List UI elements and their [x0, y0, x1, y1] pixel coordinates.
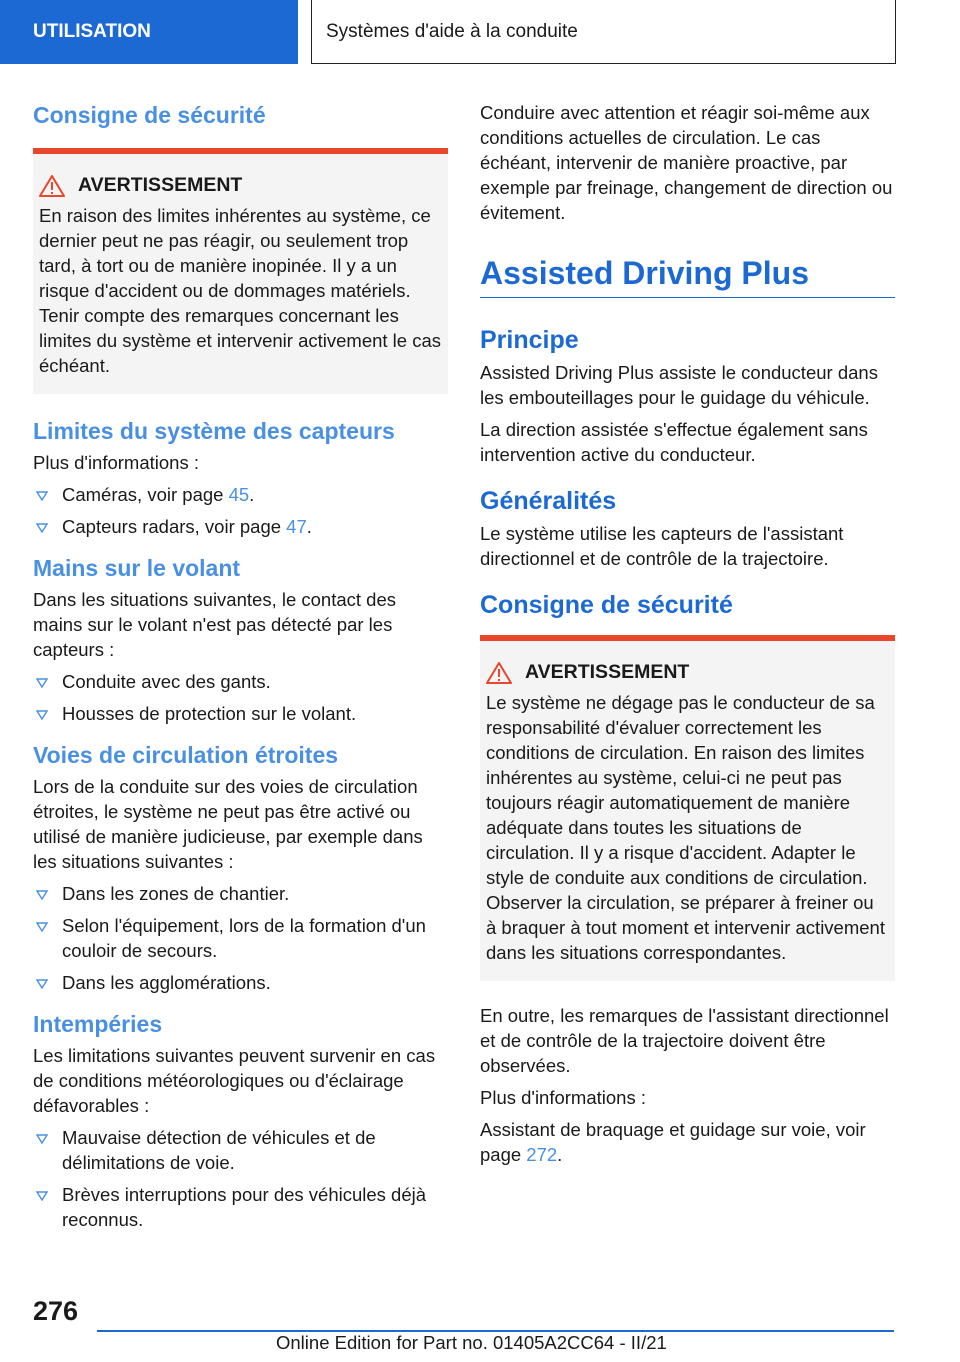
bullet-triangle-icon	[36, 523, 48, 533]
right-column	[480, 100, 895, 1174]
bullet-triangle-icon	[36, 491, 48, 501]
warning-title	[39, 174, 442, 197]
warning-label: AVERTISSEMENT	[525, 661, 690, 683]
bullet-triangle-icon	[36, 1134, 48, 1144]
page-link-45[interactable]: 45	[228, 484, 250, 505]
left-column	[33, 100, 448, 1242]
list-item: Conduite avec des gants.	[33, 669, 448, 694]
principle-heading: Principe	[480, 326, 579, 354]
bullet-triangle-icon	[36, 710, 48, 720]
lanes-text: Lors de la conduite sur des voies de circulation étroites, le système ne peut pas être activé ou utilisé de manière judicieuse, par exemple dans les situations suivantes :	[33, 776, 423, 872]
sensors-heading: Limites du système des capteurs	[33, 418, 395, 444]
weather-text: Les limitations suivantes peuvent survenir en cas de conditions météorologiques ou d'éclairage défavorables :	[33, 1045, 436, 1116]
hands-heading: Mains sur le volant	[33, 555, 241, 581]
section-label: UTILISATION	[33, 21, 151, 42]
page-link-272[interactable]: 272	[526, 1144, 558, 1165]
list-item: Dans les agglomérations.	[33, 970, 448, 995]
warning-title	[486, 661, 889, 684]
lanes-heading: Voies de circulation étroites	[33, 742, 339, 768]
safety-heading-left: Consigne de sécurité	[33, 102, 266, 128]
sensors-intro: Plus d'informations :	[33, 452, 199, 473]
warning-box	[480, 635, 895, 981]
main-heading: Assisted Driving Plus	[480, 253, 895, 298]
chapter-header	[311, 0, 896, 64]
general-heading: Généralités	[480, 487, 617, 515]
list-item: Housses de protection sur le volant.	[33, 701, 448, 726]
list-item: Selon l'équipement, lors de la formation d'un couloir de secours.	[33, 913, 448, 963]
hands-text: Dans les situations suivantes, le contact des mains sur le volant n'est pas détecté par les capteurs :	[33, 589, 396, 660]
intro-text: Conduire avec attention et réagir soi-même aux conditions actuelles de circulation. Le cas échéant, intervenir de manière proactive, par exemple par freinage, changement de direction ou évitement.	[480, 102, 893, 223]
chapter-label: Systèmes d'aide à la conduite	[326, 20, 578, 42]
list-item: Brèves interruptions pour des véhicules déjà reconnus.	[33, 1182, 448, 1232]
warning-icon	[486, 662, 512, 684]
warning-text: Le système ne dégage pas le conducteur de sa responsabilité d'évaluer correctement les conditions de circulation. En raison des limites inhérentes au système, celui-ci ne peut pas toujours réagir automatiquement de manière adéquate dans toutes les situations de circulation. Il y a risque d'accident. Adapter le style de conduite aux conditions de circulation. Observer la circulation, se préparer à freiner ou à braquer à tout moment et intervenir activement dans les situations correspondantes.	[486, 692, 885, 963]
bullet-triangle-icon	[36, 1191, 48, 1201]
page-number: 276	[33, 1296, 79, 1326]
list-item: Capteurs radars, voir page 47.	[33, 514, 448, 539]
list-item: Dans les zones de chantier.	[33, 881, 448, 906]
general-text: Le système utilise les capteurs de l'assistant directionnel et de contrôle de la trajectoire.	[480, 523, 844, 569]
lanes-list	[33, 881, 448, 995]
after-text-1: En outre, les remarques de l'assistant directionnel et de contrôle de la trajectoire doivent être observées.	[480, 1005, 889, 1076]
bullet-triangle-icon	[36, 890, 48, 900]
after-text-3: Assistant de braquage et guidage sur voie, voir page 272.	[480, 1119, 866, 1165]
edition-footer: Online Edition for Part no. 01405A2CC64 - II/21	[276, 1332, 667, 1353]
page-link-47[interactable]: 47	[286, 516, 307, 537]
bullet-triangle-icon	[36, 979, 48, 989]
warning-icon	[39, 175, 65, 197]
list-item: Mauvaise détection de véhicules et de délimitations de voie.	[33, 1125, 448, 1175]
principle-text-2: La direction assistée s'effectue également sans intervention active du conducteur.	[480, 419, 868, 465]
bullet-triangle-icon	[36, 678, 48, 688]
list-item: Caméras, voir page 45.	[33, 482, 448, 507]
hands-list	[33, 669, 448, 726]
weather-heading: Intempéries	[33, 1011, 163, 1037]
safety-heading-right: Consigne de sécurité	[480, 591, 733, 619]
section-tab[interactable]	[0, 0, 298, 64]
principle-text-1: Assisted Driving Plus assiste le conducteur dans les embouteillages pour le guidage du véhicule.	[480, 362, 878, 408]
bullet-triangle-icon	[36, 922, 48, 932]
sensors-list	[33, 482, 448, 539]
warning-label: AVERTISSEMENT	[78, 174, 243, 196]
weather-list	[33, 1125, 448, 1232]
warning-box	[33, 148, 448, 394]
after-text-2: Plus d'informations :	[480, 1087, 646, 1108]
warning-text: En raison des limites inhérentes au système, ce dernier peut ne pas réagir, ou seulement trop tard, à tort ou de manière inopinée. Il y a un risque d'accident ou de dommages matériels. Tenir compte des remarques concernant les limites du système et intervenir activement le cas échéant.	[39, 205, 442, 376]
